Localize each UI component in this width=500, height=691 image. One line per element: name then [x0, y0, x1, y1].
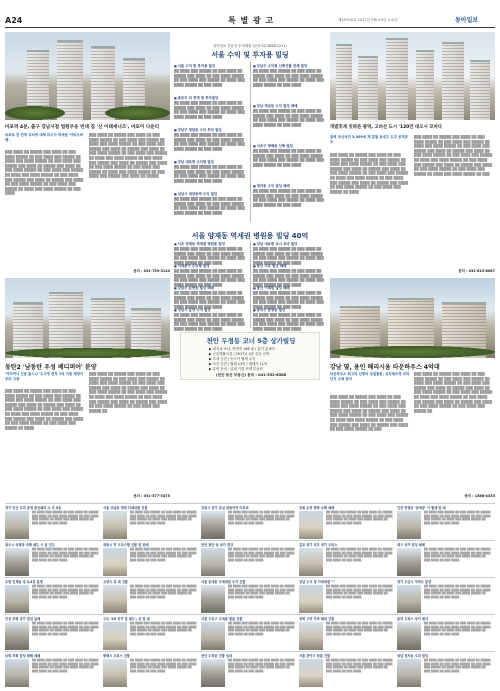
- listing-item: [253, 144, 327, 181]
- classified-body: ▒▒ ▒▒▒▒ ▒▒▒ ▒▒▒▒▒ ▒▒ ▒▒▒ ▒▒▒▒ ▒▒ ▒▒▒▒▒ ▒▒▒ ▒▒▒▒ ▒▒ ▒▒▒ ▒▒▒▒ ▒▒▒▒▒ ▒▒ ▒▒▒ ▒▒▒▒ ▒▒▒ ▒▒▒▒▒ ▒▒ ▒▒▒▒ ▒▒▒ ▒▒▒▒ ▒▒▒▒▒ ▒▒ ▒▒▒ ▒▒▒▒ ▒▒ ▒▒▒ ▒▒▒▒: [32, 548, 99, 562]
- listing-title: ■ 서초구 방배동 신축 빌딩: [253, 144, 327, 149]
- classified-body: ▒▒ ▒▒▒▒ ▒▒▒ ▒▒▒▒▒ ▒▒ ▒▒▒ ▒▒▒▒ ▒▒ ▒▒▒▒▒ ▒▒▒ ▒▒▒▒ ▒▒ ▒▒▒ ▒▒▒▒ ▒▒▒▒▒ ▒▒ ▒▒▒ ▒▒▒▒ ▒▒▒ ▒▒▒▒▒ ▒▒ ▒▒▒▒ ▒▒▒ ▒▒▒▒ ▒▒▒▒▒ ▒▒ ▒▒▒ ▒▒▒▒ ▒▒ ▒▒▒ ▒▒▒▒: [228, 548, 295, 562]
- story2-contact: 문의 : 031-377-3475: [133, 494, 170, 498]
- classified-title: 강릉시 상가 중심 대원지역 이외외: [201, 506, 249, 510]
- grid-rule: [5, 614, 495, 615]
- listing-body: ▒▒ ▒▒▒▒ ▒▒▒ ▒▒▒▒▒ ▒▒ ▒▒▒ ▒▒▒▒ ▒▒ ▒▒▒▒▒ ▒▒▒ ▒▒▒▒ ▒▒ ▒▒▒ ▒▒▒▒ ▒▒▒▒▒ ▒▒ ▒▒▒ ▒▒▒▒ ▒▒▒ ▒▒▒▒▒ ▒▒ ▒▒▒▒ ▒▒▒ ▒▒▒▒ ▒▒▒▒▒ ▒▒ ▒▒▒ ▒▒▒▒: [174, 197, 245, 215]
- classified-card: [299, 654, 394, 688]
- grid-rule: [5, 577, 495, 578]
- center-title-1: 서울 수익 및 투자용 빌딩: [211, 51, 289, 59]
- classified-photo: [5, 659, 29, 687]
- listing-item: [253, 184, 327, 221]
- story2-body-a: ▒▒▒ ▒▒▒▒ ▒▒ ▒▒▒▒▒ ▒▒▒ ▒▒▒▒ ▒▒ ▒▒▒ ▒▒▒▒ ▒▒▒▒▒ ▒▒ ▒▒▒ ▒▒▒▒ ▒▒▒ ▒▒▒▒▒ ▒▒ ▒▒▒▒ ▒▒▒ ▒▒▒▒ ▒▒▒▒▒ ▒▒ ▒▒▒ ▒▒▒▒ ▒▒▒ ▒▒▒▒▒ ▒▒▒ ▒▒▒▒ ▒▒ ▒▒▒▒▒ ▒▒▒ ▒▒▒▒ ▒▒ ▒▒▒ ▒▒▒▒ ▒▒▒▒▒ ▒▒ ▒▒▒ ▒▒▒▒ ▒▒▒ ▒▒▒▒▒ ▒▒ ▒▒▒▒ ▒▒▒ ▒▒▒▒ ▒▒▒▒▒ ▒▒ ▒▒▒ ▒▒▒▒ ▒▒▒ ▒▒▒▒▒ ▒▒▒ ▒▒▒▒ ▒▒ ▒▒▒▒▒ ▒▒▒ ▒▒▒▒ ▒▒ ▒▒▒ ▒▒▒▒ ▒▒▒▒▒ ▒▒ ▒▒▒ ▒▒▒▒ ▒▒▒ ▒▒▒▒▒ ▒▒ ▒▒▒▒: [5, 389, 84, 430]
- listing-item: [174, 308, 248, 331]
- classified-body: ▒▒ ▒▒▒▒ ▒▒▒ ▒▒▒▒▒ ▒▒ ▒▒▒ ▒▒▒▒ ▒▒ ▒▒▒▒▒ ▒▒▒ ▒▒▒▒ ▒▒ ▒▒▒ ▒▒▒▒ ▒▒▒▒▒ ▒▒ ▒▒▒ ▒▒▒▒ ▒▒▒ ▒▒▒▒▒ ▒▒ ▒▒▒▒ ▒▒▒ ▒▒▒▒ ▒▒▒▒▒ ▒▒ ▒▒▒ ▒▒▒▒ ▒▒ ▒▒▒ ▒▒▒▒: [130, 659, 197, 673]
- listing-item: [253, 286, 327, 309]
- classified-title: 경기 오산시 아파트 분양: [397, 580, 432, 584]
- listing-item: [174, 264, 248, 287]
- listing-item: [174, 160, 248, 189]
- classified-body: ▒▒ ▒▒▒▒ ▒▒▒ ▒▒▒▒▒ ▒▒ ▒▒▒ ▒▒▒▒ ▒▒ ▒▒▒▒▒ ▒▒▒ ▒▒▒▒ ▒▒ ▒▒▒ ▒▒▒▒ ▒▒▒▒▒ ▒▒ ▒▒▒ ▒▒▒▒ ▒▒▒ ▒▒▒▒▒ ▒▒ ▒▒▒▒ ▒▒▒ ▒▒▒▒ ▒▒▒▒▒ ▒▒ ▒▒▒ ▒▒▒▒ ▒▒ ▒▒▒ ▒▒▒▒: [130, 622, 197, 636]
- classified-photo: [397, 511, 421, 539]
- classified-body: ▒▒ ▒▒▒▒ ▒▒▒ ▒▒▒▒▒ ▒▒ ▒▒▒ ▒▒▒▒ ▒▒ ▒▒▒▒▒ ▒▒▒ ▒▒▒▒ ▒▒ ▒▒▒ ▒▒▒▒ ▒▒▒▒▒ ▒▒ ▒▒▒ ▒▒▒▒ ▒▒▒ ▒▒▒▒▒ ▒▒ ▒▒▒▒ ▒▒▒ ▒▒▒▒ ▒▒▒▒▒ ▒▒ ▒▒▒ ▒▒▒▒ ▒▒ ▒▒▒ ▒▒▒▒: [32, 622, 99, 636]
- classified-card: [201, 580, 296, 614]
- page-header: [0, 0, 500, 30]
- classified-photo: [397, 548, 421, 576]
- classified-card: [103, 506, 198, 540]
- classified-photo: [397, 659, 421, 687]
- listing-body: ▒▒ ▒▒▒▒ ▒▒▒ ▒▒▒▒▒ ▒▒ ▒▒▒ ▒▒▒▒ ▒▒ ▒▒▒▒▒ ▒▒▒ ▒▒▒▒ ▒▒ ▒▒▒ ▒▒▒▒ ▒▒▒▒▒ ▒▒ ▒▒▒ ▒▒▒▒ ▒▒▒ ▒▒▒▒▒ ▒▒ ▒▒▒▒ ▒▒▒ ▒▒▒▒ ▒▒▒▒▒ ▒▒ ▒▒▒ ▒▒▒▒: [253, 313, 324, 331]
- classified-body: ▒▒ ▒▒▒▒ ▒▒▒ ▒▒▒▒▒ ▒▒ ▒▒▒ ▒▒▒▒ ▒▒ ▒▒▒▒▒ ▒▒▒ ▒▒▒▒ ▒▒ ▒▒▒ ▒▒▒▒ ▒▒▒▒▒ ▒▒ ▒▒▒ ▒▒▒▒ ▒▒▒ ▒▒▒▒▒ ▒▒ ▒▒▒▒ ▒▒▒ ▒▒▒▒ ▒▒▒▒▒ ▒▒ ▒▒▒ ▒▒▒▒ ▒▒ ▒▒▒ ▒▒▒▒: [424, 585, 491, 599]
- story4-body-a: ▒▒▒ ▒▒▒▒ ▒▒ ▒▒▒▒▒ ▒▒▒ ▒▒▒▒ ▒▒ ▒▒▒ ▒▒▒▒ ▒▒▒▒▒ ▒▒ ▒▒▒ ▒▒▒▒ ▒▒▒ ▒▒▒▒▒ ▒▒ ▒▒▒▒ ▒▒▒ ▒▒▒▒ ▒▒▒▒▒ ▒▒ ▒▒▒ ▒▒▒▒ ▒▒▒ ▒▒▒▒▒ ▒▒▒ ▒▒▒▒ ▒▒ ▒▒▒▒▒ ▒▒▒ ▒▒▒▒ ▒▒ ▒▒▒ ▒▒▒▒ ▒▒▒▒▒ ▒▒ ▒▒▒ ▒▒▒▒ ▒▒▒ ▒▒▒▒▒ ▒▒ ▒▒▒▒ ▒▒▒ ▒▒▒▒ ▒▒▒▒▒ ▒▒ ▒▒▒ ▒▒▒▒ ▒▒▒ ▒▒▒▒▒ ▒▒▒ ▒▒▒▒ ▒▒ ▒▒▒▒▒ ▒▒▒ ▒▒▒▒ ▒▒ ▒▒▒ ▒▒▒▒ ▒▒▒▒▒ ▒▒ ▒▒▒: [330, 395, 409, 432]
- classified-title: 천안 광안 동 상가 빌딩: [201, 543, 234, 547]
- classified-photo: [201, 511, 225, 539]
- listing-title: ■ 강남구 수익형 신축건물 전체 빌딩: [253, 64, 327, 69]
- classified-photo: [103, 585, 127, 613]
- classified-card: [201, 506, 296, 540]
- classified-title: 보령 자회 빌딩 평택 매매: [5, 654, 41, 658]
- classified-photo: [299, 511, 323, 539]
- building-photo-3: [330, 32, 495, 120]
- classified-title: 서울 관악구 원룸 건물: [299, 654, 331, 658]
- building-photo-1: [5, 32, 170, 120]
- classified-photo: [299, 585, 323, 613]
- listing-item: [253, 308, 327, 331]
- listing-item: [174, 64, 248, 93]
- cheonan-ad-line: ▶ 대지 8 코너, 연면적 168 평 / 총기 총 8억: [209, 347, 275, 351]
- story1-headline: 마포역 4분, 출구 강남시점 법원부동 빈대 집 '신 이태세니즈', 마포이 다운티: [5, 125, 160, 130]
- listing-body: ▒▒ ▒▒▒▒ ▒▒▒ ▒▒▒▒▒ ▒▒ ▒▒▒ ▒▒▒▒ ▒▒ ▒▒▒▒▒ ▒▒▒ ▒▒▒▒ ▒▒ ▒▒▒ ▒▒▒▒ ▒▒▒▒▒ ▒▒ ▒▒▒ ▒▒▒▒ ▒▒▒ ▒▒▒▒▒ ▒▒ ▒▒▒▒ ▒▒▒ ▒▒▒▒ ▒▒▒▒▒ ▒▒ ▒▒▒ ▒▒▒▒: [174, 165, 245, 183]
- classified-card: [397, 506, 492, 540]
- listing-item: [174, 242, 248, 265]
- classified-photo: [201, 622, 225, 650]
- classified-card: [299, 543, 394, 577]
- center-title-2: 서울 양재동 역세권 병원용 빌딩 40억: [191, 232, 309, 240]
- listing-body: ▒▒ ▒▒▒▒ ▒▒▒ ▒▒▒▒▒ ▒▒ ▒▒▒ ▒▒▒▒ ▒▒ ▒▒▒▒▒ ▒▒▒ ▒▒▒▒ ▒▒ ▒▒▒ ▒▒▒▒ ▒▒▒▒▒ ▒▒ ▒▒▒ ▒▒▒▒ ▒▒▒ ▒▒▒▒▒ ▒▒ ▒▒▒▒ ▒▒▒ ▒▒▒▒ ▒▒▒▒▒ ▒▒ ▒▒▒ ▒▒▒▒: [253, 109, 324, 127]
- listing-body: ▒▒ ▒▒▒▒ ▒▒▒ ▒▒▒▒▒ ▒▒ ▒▒▒ ▒▒▒▒ ▒▒ ▒▒▒▒▒ ▒▒▒ ▒▒▒▒ ▒▒ ▒▒▒ ▒▒▒▒ ▒▒▒▒▒ ▒▒ ▒▒▒ ▒▒▒▒ ▒▒▒ ▒▒▒▒▒ ▒▒ ▒▒▒▒ ▒▒▒ ▒▒▒▒ ▒▒▒▒▒ ▒▒ ▒▒▒ ▒▒▒▒: [253, 269, 324, 287]
- classified-title: 분당 오피스 상가 매각: [397, 617, 429, 621]
- classified-card: [201, 654, 296, 688]
- classified-body: ▒▒ ▒▒▒▒ ▒▒▒ ▒▒▒▒▒ ▒▒ ▒▒▒ ▒▒▒▒ ▒▒ ▒▒▒▒▒ ▒▒▒ ▒▒▒▒ ▒▒ ▒▒▒ ▒▒▒▒ ▒▒▒▒▒ ▒▒ ▒▒▒ ▒▒▒▒ ▒▒▒ ▒▒▒▒▒ ▒▒ ▒▒▒▒ ▒▒▒ ▒▒▒▒ ▒▒▒▒▒ ▒▒ ▒▒▒ ▒▒▒▒ ▒▒ ▒▒▒ ▒▒▒▒: [130, 585, 197, 599]
- listing-item: [253, 242, 327, 265]
- classified-body: ▒▒ ▒▒▒▒ ▒▒▒ ▒▒▒▒▒ ▒▒ ▒▒▒ ▒▒▒▒ ▒▒ ▒▒▒▒▒ ▒▒▒ ▒▒▒▒ ▒▒ ▒▒▒ ▒▒▒▒ ▒▒▒▒▒ ▒▒ ▒▒▒ ▒▒▒▒ ▒▒▒ ▒▒▒▒▒ ▒▒ ▒▒▒▒ ▒▒▒ ▒▒▒▒ ▒▒▒▒▒ ▒▒ ▒▒▒ ▒▒▒▒ ▒▒ ▒▒▒ ▒▒▒▒: [32, 585, 99, 599]
- listing-body: ▒▒ ▒▒▒▒ ▒▒▒ ▒▒▒▒▒ ▒▒ ▒▒▒ ▒▒▒▒ ▒▒ ▒▒▒▒▒ ▒▒▒ ▒▒▒▒ ▒▒ ▒▒▒ ▒▒▒▒ ▒▒▒▒▒ ▒▒ ▒▒▒ ▒▒▒▒ ▒▒▒ ▒▒▒▒▒ ▒▒ ▒▒▒▒ ▒▒▒ ▒▒▒▒ ▒▒▒▒▒ ▒▒ ▒▒▒ ▒▒▒▒: [174, 269, 245, 287]
- classified-card: [299, 617, 394, 651]
- classified-card: [103, 654, 198, 688]
- story1-body-b: ▒▒▒ ▒▒▒▒ ▒▒ ▒▒▒▒▒ ▒▒▒ ▒▒▒▒ ▒▒ ▒▒▒ ▒▒▒▒ ▒▒▒▒▒ ▒▒ ▒▒▒ ▒▒▒▒ ▒▒▒ ▒▒▒▒▒ ▒▒ ▒▒▒▒ ▒▒▒ ▒▒▒▒ ▒▒▒▒▒ ▒▒ ▒▒▒ ▒▒▒▒ ▒▒▒ ▒▒▒▒▒ ▒▒▒ ▒▒▒▒ ▒▒ ▒▒▒▒▒ ▒▒▒ ▒▒▒▒ ▒▒ ▒▒▒ ▒▒▒▒ ▒▒▒▒▒ ▒▒ ▒▒▒ ▒▒▒▒ ▒▒▒ ▒▒▒▒▒ ▒▒ ▒▒▒▒ ▒▒▒ ▒▒▒▒ ▒▒▒▒▒ ▒▒ ▒▒▒ ▒▒▒▒ ▒▒▒ ▒▒▒▒▒ ▒▒▒ ▒▒▒▒ ▒▒ ▒▒▒▒▒ ▒▒▒ ▒▒▒▒ ▒▒ ▒▒▒ ▒▒▒▒ ▒▒▒▒▒ ▒▒ ▒▒▒ ▒▒▒▒ ▒▒▒ ▒▒▒▒▒ ▒▒ ▒▒▒▒ ▒▒▒ ▒▒▒▒ ▒▒▒▒▒ ▒▒ ▒▒▒ ▒▒▒▒ ▒▒▒ ▒▒▒▒▒ ▒▒▒ ▒▒▒▒ ▒▒ ▒▒▒▒▒: [89, 133, 168, 179]
- story4-subhead: 타운하우스 최고의 신랑파 상설통한, 위치형조정 피라 단지 소형 문의: [330, 372, 410, 381]
- page-number: A24: [5, 16, 23, 25]
- classified-card: [397, 617, 492, 651]
- story2-headline: 동탄2 '남동탄 우성 베디퍼어' 분양: [5, 364, 97, 371]
- classified-title: 서울 동대문 다세대원 주거 건물: [201, 580, 246, 584]
- newspaper-logo: 동아일보: [455, 17, 479, 24]
- classified-body: ▒▒ ▒▒▒▒ ▒▒▒ ▒▒▒▒▒ ▒▒ ▒▒▒ ▒▒▒▒ ▒▒ ▒▒▒▒▒ ▒▒▒ ▒▒▒▒ ▒▒ ▒▒▒ ▒▒▒▒ ▒▒▒▒▒ ▒▒ ▒▒▒ ▒▒▒▒ ▒▒▒ ▒▒▒▒▒ ▒▒ ▒▒▒▒ ▒▒▒ ▒▒▒▒ ▒▒▒▒▒ ▒▒ ▒▒▒ ▒▒▒▒ ▒▒ ▒▒▒ ▒▒▒▒: [228, 659, 295, 673]
- listing-title: ■ 성남시 분당 수익 빌딩: [174, 308, 248, 313]
- classified-photo: [103, 548, 127, 576]
- classified-title: 고양시 위 대 건물: [103, 580, 128, 584]
- story3-headline: 개발호재 잇따른 광역, 고려산 도시 '120만 대오시 꼬마다: [330, 125, 442, 130]
- header-rule: [5, 27, 495, 28]
- listing-item: [174, 192, 248, 221]
- center-divider-2: [250, 242, 251, 328]
- story4-headline: 강남 옆, 용인 해리시움 타운하우스 4억대: [330, 364, 440, 371]
- classified-title: 강원 순천 풍학 주택 매매: [299, 506, 335, 510]
- grid-rule: [5, 503, 495, 504]
- classified-body: ▒▒ ▒▒▒▒ ▒▒▒ ▒▒▒▒▒ ▒▒ ▒▒▒ ▒▒▒▒ ▒▒ ▒▒▒▒▒ ▒▒▒ ▒▒▒▒ ▒▒ ▒▒▒ ▒▒▒▒ ▒▒▒▒▒ ▒▒ ▒▒▒ ▒▒▒▒ ▒▒▒ ▒▒▒▒▒ ▒▒ ▒▒▒▒ ▒▒▒ ▒▒▒▒ ▒▒▒▒▒ ▒▒ ▒▒▒ ▒▒▒▒ ▒▒ ▒▒▒ ▒▒▒▒: [424, 659, 491, 673]
- listing-title: ■ 강남 역삼동 수익 빌딩 매매: [253, 104, 327, 109]
- classified-body: ▒▒ ▒▒▒▒ ▒▒▒ ▒▒▒▒▒ ▒▒ ▒▒▒ ▒▒▒▒ ▒▒ ▒▒▒▒▒ ▒▒▒ ▒▒▒▒ ▒▒ ▒▒▒ ▒▒▒▒ ▒▒▒▒▒ ▒▒ ▒▒▒ ▒▒▒▒ ▒▒▒ ▒▒▒▒▒ ▒▒ ▒▒▒▒ ▒▒▒ ▒▒▒▒ ▒▒▒▒▒ ▒▒ ▒▒▒ ▒▒▒▒ ▒▒ ▒▒▒ ▒▒▒▒: [130, 548, 197, 562]
- listing-body: ▒▒ ▒▒▒▒ ▒▒▒ ▒▒▒▒▒ ▒▒ ▒▒▒ ▒▒▒▒ ▒▒ ▒▒▒▒▒ ▒▒▒ ▒▒▒▒ ▒▒ ▒▒▒ ▒▒▒▒ ▒▒▒▒▒ ▒▒ ▒▒▒ ▒▒▒▒ ▒▒▒ ▒▒▒▒▒ ▒▒ ▒▒▒▒ ▒▒▒ ▒▒▒▒ ▒▒▒▒▒ ▒▒ ▒▒▒ ▒▒▒▒: [174, 69, 245, 87]
- classified-title: 인천 부평 상가 빌딩 급매: [5, 617, 41, 621]
- story2-subhead: '여러여나 신문 출시나 '도서경 전자 1억 지원 제정이 부의 고용': [5, 372, 84, 381]
- listing-body: ▒▒ ▒▒▒▒ ▒▒▒ ▒▒▒▒▒ ▒▒ ▒▒▒ ▒▒▒▒ ▒▒ ▒▒▒▒▒ ▒▒▒ ▒▒▒▒ ▒▒ ▒▒▒ ▒▒▒▒ ▒▒▒▒▒ ▒▒ ▒▒▒ ▒▒▒▒ ▒▒▒ ▒▒▒▒▒ ▒▒ ▒▒▒▒ ▒▒▒ ▒▒▒▒ ▒▒▒▒▒ ▒▒ ▒▒▒ ▒▒▒▒: [174, 313, 245, 331]
- classified-card: [5, 617, 100, 651]
- classified-card: [5, 543, 100, 577]
- story1-subhead: 마포로 전 전역 위치에 대체 피오사 역세권 '아파오버벤',: [5, 133, 84, 142]
- listing-title: ■ 강남구 논현동 빌딩 매매: [174, 286, 248, 291]
- listing-title: ■ 정자동 수익 빌딩 매매: [253, 184, 327, 189]
- classified-photo: [103, 622, 127, 650]
- classified-title: 서울 강남동 재재 다세대원 건물: [103, 506, 148, 510]
- center-banner: 동아일보 부동산 투자레볼 (문의 02-2658-1211): [213, 44, 287, 48]
- building-photo-2: [5, 278, 170, 358]
- classified-title: 구로 'XX 상가 빌 매도', 상 빌 매: [103, 617, 150, 621]
- listing-body: ▒▒ ▒▒▒▒ ▒▒▒ ▒▒▒▒▒ ▒▒ ▒▒▒ ▒▒▒▒ ▒▒ ▒▒▒▒▒ ▒▒▒ ▒▒▒▒ ▒▒ ▒▒▒ ▒▒▒▒ ▒▒▒▒▒ ▒▒ ▒▒▒ ▒▒▒▒ ▒▒▒ ▒▒▒▒▒ ▒▒ ▒▒▒▒ ▒▒▒ ▒▒▒▒ ▒▒▒▒▒ ▒▒ ▒▒▒ ▒▒▒▒: [253, 247, 324, 265]
- classified-photo: [5, 585, 29, 613]
- listing-title: ■ 서대문구 수익형 빌딩: [174, 264, 248, 269]
- classified-card: [5, 654, 100, 688]
- cheonan-ad-title: 천안 두정동 코너 5층 상가빌딩: [206, 337, 296, 345]
- classified-body: ▒▒ ▒▒▒▒ ▒▒▒ ▒▒▒▒▒ ▒▒ ▒▒▒ ▒▒▒▒ ▒▒ ▒▒▒▒▒ ▒▒▒ ▒▒▒▒ ▒▒ ▒▒▒ ▒▒▒▒ ▒▒▒▒▒ ▒▒ ▒▒▒ ▒▒▒▒ ▒▒▒ ▒▒▒▒▒ ▒▒ ▒▒▒▒ ▒▒▒ ▒▒▒▒ ▒▒▒▒▒ ▒▒ ▒▒▒ ▒▒▒▒ ▒▒ ▒▒▒ ▒▒▒▒: [228, 511, 295, 525]
- classified-body: ▒▒ ▒▒▒▒ ▒▒▒ ▒▒▒▒▒ ▒▒ ▒▒▒ ▒▒▒▒ ▒▒ ▒▒▒▒▒ ▒▒▒ ▒▒▒▒ ▒▒ ▒▒▒ ▒▒▒▒ ▒▒▒▒▒ ▒▒ ▒▒▒ ▒▒▒▒ ▒▒▒ ▒▒▒▒▒ ▒▒ ▒▒▒▒ ▒▒▒ ▒▒▒▒ ▒▒▒▒▒ ▒▒ ▒▒▒ ▒▒▒▒ ▒▒ ▒▒▒ ▒▒▒▒: [32, 659, 99, 673]
- listing-title: ■ 서울 수익 및 투자용 빌딩: [174, 64, 248, 69]
- classified-body: ▒▒ ▒▒▒▒ ▒▒▒ ▒▒▒▒▒ ▒▒ ▒▒▒ ▒▒▒▒ ▒▒ ▒▒▒▒▒ ▒▒▒ ▒▒▒▒ ▒▒ ▒▒▒ ▒▒▒▒ ▒▒▒▒▒ ▒▒ ▒▒▒ ▒▒▒▒ ▒▒▒ ▒▒▒▒▒ ▒▒ ▒▒▒▒ ▒▒▒ ▒▒▒▒ ▒▒▒▒▒ ▒▒ ▒▒▒ ▒▒▒▒ ▒▒ ▒▒▒ ▒▒▒▒: [32, 511, 99, 525]
- listing-body: ▒▒ ▒▒▒▒ ▒▒▒ ▒▒▒▒▒ ▒▒ ▒▒▒ ▒▒▒▒ ▒▒ ▒▒▒▒▒ ▒▒▒ ▒▒▒▒ ▒▒ ▒▒▒ ▒▒▒▒ ▒▒▒▒▒ ▒▒ ▒▒▒ ▒▒▒▒ ▒▒▒ ▒▒▒▒▒ ▒▒ ▒▒▒▒ ▒▒▒ ▒▒▒▒ ▒▒▒▒▒ ▒▒ ▒▒▒ ▒▒▒▒: [253, 69, 324, 87]
- classified-photo: [5, 622, 29, 650]
- listing-title: ■ 동산 서초 빌딩 매매: [253, 264, 327, 269]
- classified-title: 경기 안산 우미 공세 완산복지 소 리 5층: [5, 506, 62, 510]
- classified-photo: [201, 548, 225, 576]
- story3-body-a: ▒▒▒ ▒▒▒▒ ▒▒ ▒▒▒▒▒ ▒▒▒ ▒▒▒▒ ▒▒ ▒▒▒ ▒▒▒▒ ▒▒▒▒▒ ▒▒ ▒▒▒ ▒▒▒▒ ▒▒▒ ▒▒▒▒▒ ▒▒ ▒▒▒▒ ▒▒▒ ▒▒▒▒ ▒▒▒▒▒ ▒▒ ▒▒▒ ▒▒▒▒ ▒▒▒ ▒▒▒▒▒ ▒▒▒ ▒▒▒▒ ▒▒ ▒▒▒▒▒ ▒▒▒ ▒▒▒▒ ▒▒ ▒▒▒ ▒▒▒▒ ▒▒▒▒▒ ▒▒ ▒▒▒ ▒▒▒▒ ▒▒▒ ▒▒▒▒▒ ▒▒ ▒▒▒▒ ▒▒▒ ▒▒▒▒ ▒▒▒▒▒ ▒▒ ▒▒▒ ▒▒▒▒ ▒▒▒ ▒▒▒▒▒ ▒▒▒ ▒▒▒▒ ▒▒ ▒▒▒▒▒ ▒▒▒ ▒▒▒▒ ▒▒ ▒▒▒ ▒▒▒▒ ▒▒▒▒▒ ▒▒ ▒▒▒ ▒▒▒▒ ▒▒▒ ▒▒▒▒▒ ▒▒ ▒▒▒▒: [330, 153, 409, 194]
- story3-body-b: ▒▒▒ ▒▒▒▒ ▒▒ ▒▒▒▒▒ ▒▒▒ ▒▒▒▒ ▒▒ ▒▒▒ ▒▒▒▒ ▒▒▒▒▒ ▒▒ ▒▒▒ ▒▒▒▒ ▒▒▒ ▒▒▒▒▒ ▒▒ ▒▒▒▒ ▒▒▒ ▒▒▒▒ ▒▒▒▒▒ ▒▒ ▒▒▒ ▒▒▒▒ ▒▒▒ ▒▒▒▒▒ ▒▒▒ ▒▒▒▒ ▒▒ ▒▒▒▒▒ ▒▒▒ ▒▒▒▒ ▒▒ ▒▒▒ ▒▒▒▒ ▒▒▒▒▒ ▒▒ ▒▒▒ ▒▒▒▒ ▒▒▒ ▒▒▒▒▒ ▒▒ ▒▒▒▒ ▒▒▒ ▒▒▒▒ ▒▒▒▒▒ ▒▒ ▒▒▒ ▒▒▒▒ ▒▒▒ ▒▒▒▒▒ ▒▒▒ ▒▒▒▒ ▒▒ ▒▒▒▒▒ ▒▒▒ ▒▒▒▒ ▒▒ ▒▒▒ ▒▒▒▒ ▒▒▒▒▒ ▒▒ ▒▒▒ ▒▒▒▒ ▒▒▒ ▒▒▒▒▒ ▒▒ ▒▒▒▒ ▒▒▒ ▒▒▒▒ ▒▒▒▒▒ ▒▒ ▒▒▒: [414, 135, 493, 176]
- listing-title: ■ 용산 이태원 빌딩 매매: [253, 286, 327, 291]
- listing-item: [253, 64, 327, 101]
- classified-body: ▒▒ ▒▒▒▒ ▒▒▒ ▒▒▒▒▒ ▒▒ ▒▒▒ ▒▒▒▒ ▒▒ ▒▒▒▒▒ ▒▒▒ ▒▒▒▒ ▒▒ ▒▒▒ ▒▒▒▒ ▒▒▒▒▒ ▒▒ ▒▒▒ ▒▒▒▒ ▒▒▒ ▒▒▒▒▒ ▒▒ ▒▒▒▒ ▒▒▒ ▒▒▒▒ ▒▒▒▒▒ ▒▒ ▒▒▒ ▒▒▒▒ ▒▒ ▒▒▒ ▒▒▒▒: [424, 511, 491, 525]
- listing-title: ■ 강남구 청담동 수익 투자 빌딩: [174, 128, 248, 133]
- building-photo-4: [330, 278, 495, 358]
- classified-title: 강남 도서 청 다세대원 '''': [299, 580, 336, 584]
- cheonan-ad-line: ▶ 근린생활시설 / 2017년 4층 중공 신축: [209, 352, 270, 356]
- classified-photo: [201, 659, 225, 687]
- classified-body: ▒▒ ▒▒▒▒ ▒▒▒ ▒▒▒▒▒ ▒▒ ▒▒▒ ▒▒▒▒ ▒▒ ▒▒▒▒▒ ▒▒▒ ▒▒▒▒ ▒▒ ▒▒▒ ▒▒▒▒ ▒▒▒▒▒ ▒▒ ▒▒▒ ▒▒▒▒ ▒▒▒ ▒▒▒▒▒ ▒▒ ▒▒▒▒ ▒▒▒ ▒▒▒▒ ▒▒▒▒▒ ▒▒ ▒▒▒ ▒▒▒▒ ▒▒ ▒▒▒ ▒▒▒▒: [326, 548, 393, 562]
- classified-title: 수원 인계동 장 3,4층 분양: [5, 580, 43, 584]
- classified-photo: [201, 585, 225, 613]
- listing-title: ■ 종로구 외 전액 및 투자빌딩: [174, 96, 248, 101]
- story1-contact: 문의 : 031-753-3124: [133, 269, 170, 273]
- classified-title: 세종시 역 오피스텔 건물 및 판매: [103, 543, 149, 547]
- listing-item: [253, 104, 327, 141]
- listing-body: ▒▒ ▒▒▒▒ ▒▒▒ ▒▒▒▒▒ ▒▒ ▒▒▒ ▒▒▒▒ ▒▒ ▒▒▒▒▒ ▒▒▒ ▒▒▒▒ ▒▒ ▒▒▒ ▒▒▒▒ ▒▒▒▒▒ ▒▒ ▒▒▒ ▒▒▒▒ ▒▒▒ ▒▒▒▒▒ ▒▒ ▒▒▒▒ ▒▒▒ ▒▒▒▒ ▒▒▒▒▒ ▒▒ ▒▒▒ ▒▒▒▒: [174, 133, 245, 151]
- story2-body-b: ▒▒▒ ▒▒▒▒ ▒▒ ▒▒▒▒▒ ▒▒▒ ▒▒▒▒ ▒▒ ▒▒▒ ▒▒▒▒ ▒▒▒▒▒ ▒▒ ▒▒▒ ▒▒▒▒ ▒▒▒ ▒▒▒▒▒ ▒▒ ▒▒▒▒ ▒▒▒ ▒▒▒▒ ▒▒▒▒▒ ▒▒ ▒▒▒ ▒▒▒▒ ▒▒▒ ▒▒▒▒▒ ▒▒▒ ▒▒▒▒ ▒▒ ▒▒▒▒▒ ▒▒▒ ▒▒▒▒ ▒▒ ▒▒▒ ▒▒▒▒ ▒▒▒▒▒ ▒▒ ▒▒▒ ▒▒▒▒ ▒▒▒ ▒▒▒▒▒ ▒▒ ▒▒▒▒ ▒▒▒ ▒▒▒▒ ▒▒▒▒▒ ▒▒ ▒▒▒ ▒▒▒▒ ▒▒▒ ▒▒▒▒▒ ▒▒▒ ▒▒▒▒ ▒▒ ▒▒▒▒▒ ▒▒▒ ▒▒▒▒ ▒▒ ▒▒▒ ▒▒▒▒ ▒▒▒▒▒ ▒▒ ▒▒▒ ▒▒▒▒ ▒▒▒ ▒▒▒▒▒ ▒▒: [89, 372, 168, 413]
- center-divider-1: [250, 62, 251, 222]
- classified-title: 평택시 오피스 건물: [103, 654, 130, 658]
- listing-item: [174, 286, 248, 309]
- story4-body-b: ▒▒▒ ▒▒▒▒ ▒▒ ▒▒▒▒▒ ▒▒▒ ▒▒▒▒ ▒▒ ▒▒▒ ▒▒▒▒ ▒▒▒▒▒ ▒▒ ▒▒▒ ▒▒▒▒ ▒▒▒ ▒▒▒▒▒ ▒▒ ▒▒▒▒ ▒▒▒ ▒▒▒▒ ▒▒▒▒▒ ▒▒ ▒▒▒ ▒▒▒▒ ▒▒▒ ▒▒▒▒▒ ▒▒▒ ▒▒▒▒ ▒▒ ▒▒▒▒▒ ▒▒▒ ▒▒▒▒ ▒▒ ▒▒▒ ▒▒▒▒ ▒▒▒▒▒ ▒▒ ▒▒▒ ▒▒▒▒ ▒▒▒ ▒▒▒▒▒ ▒▒ ▒▒▒▒ ▒▒▒ ▒▒▒▒ ▒▒▒▒▒ ▒▒ ▒▒▒ ▒▒▒▒ ▒▒▒ ▒▒▒▒▒ ▒▒▒ ▒▒▒▒ ▒▒ ▒▒▒▒▒ ▒▒▒ ▒▒▒▒ ▒▒ ▒▒▒ ▒▒▒▒ ▒▒▒▒▒ ▒▒ ▒▒▒ ▒▒▒▒ ▒▒▒ ▒▒▒▒▒ ▒▒: [414, 372, 493, 413]
- classified-card: [299, 506, 394, 540]
- cheonan-ad-line: ▶ 보증 공간 / 월세 13억 / 매매가 11억: [209, 362, 268, 366]
- listing-title: ■ 송파구 문정동 빌딩: [253, 308, 327, 313]
- listing-body: ▒▒ ▒▒▒▒ ▒▒▒ ▒▒▒▒▒ ▒▒ ▒▒▒ ▒▒▒▒ ▒▒ ▒▒▒▒▒ ▒▒▒ ▒▒▒▒ ▒▒ ▒▒▒ ▒▒▒▒ ▒▒▒▒▒ ▒▒ ▒▒▒ ▒▒▒▒ ▒▒▒ ▒▒▒▒▒ ▒▒ ▒▒▒▒ ▒▒▒ ▒▒▒▒ ▒▒▒▒▒ ▒▒ ▒▒▒ ▒▒▒▒: [174, 247, 245, 265]
- classified-body: ▒▒ ▒▒▒▒ ▒▒▒ ▒▒▒▒▒ ▒▒ ▒▒▒ ▒▒▒▒ ▒▒ ▒▒▒▒▒ ▒▒▒ ▒▒▒▒ ▒▒ ▒▒▒ ▒▒▒▒ ▒▒▒▒▒ ▒▒ ▒▒▒ ▒▒▒▒ ▒▒▒ ▒▒▒▒▒ ▒▒ ▒▒▒▒ ▒▒▒ ▒▒▒▒ ▒▒▒▒▒ ▒▒ ▒▒▒ ▒▒▒▒ ▒▒ ▒▒▒ ▒▒▒▒: [326, 511, 393, 525]
- grid-rule: [5, 540, 495, 541]
- classified-card: [5, 580, 100, 614]
- classified-body: ▒▒ ▒▒▒▒ ▒▒▒ ▒▒▒▒▒ ▒▒ ▒▒▒ ▒▒▒▒ ▒▒ ▒▒▒▒▒ ▒▒▒ ▒▒▒▒ ▒▒ ▒▒▒ ▒▒▒▒ ▒▒▒▒▒ ▒▒ ▒▒▒ ▒▒▒▒ ▒▒▒ ▒▒▒▒▒ ▒▒ ▒▒▒▒ ▒▒▒ ▒▒▒▒ ▒▒▒▒▒ ▒▒ ▒▒▒ ▒▒▒▒ ▒▒ ▒▒▒ ▒▒▒▒: [424, 622, 491, 636]
- story1-body-a: ▒▒▒ ▒▒▒▒ ▒▒ ▒▒▒▒▒ ▒▒▒ ▒▒▒▒ ▒▒ ▒▒▒ ▒▒▒▒ ▒▒▒▒▒ ▒▒ ▒▒▒ ▒▒▒▒ ▒▒▒ ▒▒▒▒▒ ▒▒ ▒▒▒▒ ▒▒▒ ▒▒▒▒ ▒▒▒▒▒ ▒▒ ▒▒▒ ▒▒▒▒ ▒▒▒ ▒▒▒▒▒ ▒▒▒ ▒▒▒▒ ▒▒ ▒▒▒▒▒ ▒▒▒ ▒▒▒▒ ▒▒ ▒▒▒ ▒▒▒▒ ▒▒▒▒▒ ▒▒ ▒▒▒ ▒▒▒▒ ▒▒▒ ▒▒▒▒▒ ▒▒ ▒▒▒▒ ▒▒▒ ▒▒▒▒ ▒▒▒▒▒ ▒▒ ▒▒▒ ▒▒▒▒ ▒▒▒ ▒▒▒▒▒ ▒▒▒ ▒▒▒▒ ▒▒ ▒▒▒▒▒ ▒▒▒ ▒▒▒▒ ▒▒ ▒▒▒ ▒▒▒▒ ▒▒▒▒▒ ▒▒ ▒▒▒ ▒▒▒▒ ▒▒▒ ▒▒▒▒▒ ▒▒ ▒▒▒▒ ▒▒▒ ▒▒▒▒ ▒▒▒▒▒ ▒▒ ▒▒▒ ▒▒▒▒: [5, 150, 84, 196]
- classified-body: ▒▒ ▒▒▒▒ ▒▒▒ ▒▒▒▒▒ ▒▒ ▒▒▒ ▒▒▒▒ ▒▒ ▒▒▒▒▒ ▒▒▒ ▒▒▒▒ ▒▒ ▒▒▒ ▒▒▒▒ ▒▒▒▒▒ ▒▒ ▒▒▒ ▒▒▒▒ ▒▒▒ ▒▒▒▒▒ ▒▒ ▒▒▒▒ ▒▒▒ ▒▒▒▒ ▒▒▒▒▒ ▒▒ ▒▒▒ ▒▒▒▒ ▒▒ ▒▒▒ ▒▒▒▒: [326, 659, 393, 673]
- story4-contact: 문의 : 1588-4333: [464, 494, 495, 498]
- classified-card: [201, 617, 296, 651]
- listing-body: ▒▒ ▒▒▒▒ ▒▒▒ ▒▒▒▒▒ ▒▒ ▒▒▒ ▒▒▒▒ ▒▒ ▒▒▒▒▒ ▒▒▒ ▒▒▒▒ ▒▒ ▒▒▒ ▒▒▒▒ ▒▒▒▒▒ ▒▒ ▒▒▒ ▒▒▒▒ ▒▒▒ ▒▒▒▒▒ ▒▒ ▒▒▒▒ ▒▒▒ ▒▒▒▒ ▒▒▒▒▒ ▒▒ ▒▒▒ ▒▒▒▒: [253, 291, 324, 309]
- cheonan-building-ad: [180, 332, 320, 380]
- story3-contact: 문의 : 031-615-8087: [458, 269, 495, 273]
- classified-card: [103, 543, 198, 577]
- classified-title: 대구 상가 빌딩 매매: [397, 543, 425, 547]
- classified-photo: [103, 511, 127, 539]
- story3-subhead: 광역 초난성전 3,300세 제 분할 동대고 도강 공격공모: [330, 135, 408, 144]
- classified-title: 김포 장기 리모 정가 오피스: [299, 543, 338, 547]
- classified-title: 서울 구로구 고척동 원룸 건물: [201, 617, 243, 621]
- classified-card: [397, 580, 492, 614]
- listing-title: ■ 강남 대로변 코너 꼬마 빌딩: [253, 242, 327, 247]
- classified-card: [103, 580, 198, 614]
- classified-body: ▒▒ ▒▒▒▒ ▒▒▒ ▒▒▒▒▒ ▒▒ ▒▒▒ ▒▒▒▒ ▒▒ ▒▒▒▒▒ ▒▒▒ ▒▒▒▒ ▒▒ ▒▒▒ ▒▒▒▒ ▒▒▒▒▒ ▒▒ ▒▒▒ ▒▒▒▒ ▒▒▒ ▒▒▒▒▒ ▒▒ ▒▒▒▒ ▒▒▒ ▒▒▒▒ ▒▒▒▒▒ ▒▒ ▒▒▒ ▒▒▒▒ ▒▒ ▒▒▒ ▒▒▒▒: [326, 585, 393, 599]
- classified-card: [397, 543, 492, 577]
- cheonan-ad-phone: (천안 동산 부동산) 문의 : 041-552-8588: [215, 373, 287, 377]
- classified-title: 광주시 국제정 숙박 매도 시 급 인도: [5, 543, 55, 547]
- classified-card: [299, 580, 394, 614]
- section-title: 특 별 광 고: [228, 16, 275, 25]
- listing-item: [174, 96, 248, 125]
- classified-title: 성남 정자동 오피 빌딩: [397, 654, 429, 658]
- classified-title: 천안 두정동 건물 임대: [201, 654, 233, 658]
- listing-item: [174, 128, 248, 157]
- classified-photo: [5, 548, 29, 576]
- listing-title: ■ 서초 양재동 역세권 병원용 빌딩: [174, 242, 248, 247]
- listing-title: ■ 성남시 대장동역 수익 빌딩: [174, 192, 248, 197]
- classified-body: ▒▒ ▒▒▒▒ ▒▒▒ ▒▒▒▒▒ ▒▒ ▒▒▒ ▒▒▒▒ ▒▒ ▒▒▒▒▒ ▒▒▒ ▒▒▒▒ ▒▒ ▒▒▒ ▒▒▒▒ ▒▒▒▒▒ ▒▒ ▒▒▒ ▒▒▒▒ ▒▒▒ ▒▒▒▒▒ ▒▒ ▒▒▒▒ ▒▒▒ ▒▒▒▒ ▒▒▒▒▒ ▒▒ ▒▒▒ ▒▒▒▒ ▒▒ ▒▒▒ ▒▒▒▒: [228, 585, 295, 599]
- classified-body: ▒▒ ▒▒▒▒ ▒▒▒ ▒▒▒▒▒ ▒▒ ▒▒▒ ▒▒▒▒ ▒▒ ▒▒▒▒▒ ▒▒▒ ▒▒▒▒ ▒▒ ▒▒▒ ▒▒▒▒ ▒▒▒▒▒ ▒▒ ▒▒▒ ▒▒▒▒ ▒▒▒ ▒▒▒▒▒ ▒▒ ▒▒▒▒ ▒▒▒ ▒▒▒▒ ▒▒▒▒▒ ▒▒ ▒▒▒ ▒▒▒▒ ▒▒ ▒▒▒ ▒▒▒▒: [326, 622, 393, 636]
- classified-title: 경북 구미 아파 해외 건물: [299, 617, 335, 621]
- listing-body: ▒▒ ▒▒▒▒ ▒▒▒ ▒▒▒▒▒ ▒▒ ▒▒▒ ▒▒▒▒ ▒▒ ▒▒▒▒▒ ▒▒▒ ▒▒▒▒ ▒▒ ▒▒▒ ▒▒▒▒ ▒▒▒▒▒ ▒▒ ▒▒▒ ▒▒▒▒ ▒▒▒ ▒▒▒▒▒ ▒▒ ▒▒▒▒ ▒▒▒ ▒▒▒▒ ▒▒▒▒▒ ▒▒ ▒▒▒ ▒▒▒▒: [253, 189, 324, 207]
- classified-photo: [103, 659, 127, 687]
- classified-photo: [5, 511, 29, 539]
- classified-card: [103, 617, 198, 651]
- cheonan-ad-line: ▶ 분양 문의 : 업체 기업 전략 부동산: [209, 367, 263, 371]
- grid-rule: [5, 651, 495, 652]
- issue-date: 제29700호 2017년 9월 23일 토요일: [338, 18, 398, 22]
- classified-card: [397, 654, 492, 688]
- classified-body: ▒▒ ▒▒▒▒ ▒▒▒ ▒▒▒▒▒ ▒▒ ▒▒▒ ▒▒▒▒ ▒▒ ▒▒▒▒▒ ▒▒▒ ▒▒▒▒ ▒▒ ▒▒▒ ▒▒▒▒ ▒▒▒▒▒ ▒▒ ▒▒▒ ▒▒▒▒ ▒▒▒ ▒▒▒▒▒ ▒▒ ▒▒▒▒ ▒▒▒ ▒▒▒▒ ▒▒▒▒▒ ▒▒ ▒▒▒ ▒▒▒▒ ▒▒ ▒▒▒ ▒▒▒▒: [130, 511, 197, 525]
- listing-body: ▒▒ ▒▒▒▒ ▒▒▒ ▒▒▒▒▒ ▒▒ ▒▒▒ ▒▒▒▒ ▒▒ ▒▒▒▒▒ ▒▒▒ ▒▒▒▒ ▒▒ ▒▒▒ ▒▒▒▒ ▒▒▒▒▒ ▒▒ ▒▒▒ ▒▒▒▒ ▒▒▒ ▒▒▒▒▒ ▒▒ ▒▒▒▒ ▒▒▒ ▒▒▒▒ ▒▒▒▒▒ ▒▒ ▒▒▒ ▒▒▒▒: [174, 291, 245, 309]
- classified-card: [5, 506, 100, 540]
- classified-photo: [299, 622, 323, 650]
- classified-photo: [299, 659, 323, 687]
- classified-photo: [397, 622, 421, 650]
- listing-body: ▒▒ ▒▒▒▒ ▒▒▒ ▒▒▒▒▒ ▒▒ ▒▒▒ ▒▒▒▒ ▒▒ ▒▒▒▒▒ ▒▒▒ ▒▒▒▒ ▒▒ ▒▒▒ ▒▒▒▒ ▒▒▒▒▒ ▒▒ ▒▒▒ ▒▒▒▒ ▒▒▒ ▒▒▒▒▒ ▒▒ ▒▒▒▒ ▒▒▒ ▒▒▒▒ ▒▒▒▒▒ ▒▒ ▒▒▒ ▒▒▒▒: [174, 101, 245, 119]
- classified-card: [201, 543, 296, 577]
- classified-photo: [397, 585, 421, 613]
- classified-body: ▒▒ ▒▒▒▒ ▒▒▒ ▒▒▒▒▒ ▒▒ ▒▒▒ ▒▒▒▒ ▒▒ ▒▒▒▒▒ ▒▒▒ ▒▒▒▒ ▒▒ ▒▒▒ ▒▒▒▒ ▒▒▒▒▒ ▒▒ ▒▒▒ ▒▒▒▒ ▒▒▒ ▒▒▒▒▒ ▒▒ ▒▒▒▒ ▒▒▒ ▒▒▒▒ ▒▒▒▒▒ ▒▒ ▒▒▒ ▒▒▒▒ ▒▒ ▒▒▒ ▒▒▒▒: [424, 548, 491, 562]
- cheonan-ad-line: ▶ 부대 공간 / 동시가 월세 수익: [209, 357, 256, 361]
- listing-title: ■ 강남 대로변 수익형 빌딩: [174, 160, 248, 165]
- classified-body: ▒▒ ▒▒▒▒ ▒▒▒ ▒▒▒▒▒ ▒▒ ▒▒▒ ▒▒▒▒ ▒▒ ▒▒▒▒▒ ▒▒▒ ▒▒▒▒ ▒▒ ▒▒▒ ▒▒▒▒ ▒▒▒▒▒ ▒▒ ▒▒▒ ▒▒▒▒ ▒▒▒ ▒▒▒▒▒ ▒▒ ▒▒▒▒ ▒▒▒ ▒▒▒▒ ▒▒▒▒▒ ▒▒ ▒▒▒ ▒▒▒▒ ▒▒ ▒▒▒ ▒▒▒▒: [228, 622, 295, 636]
- classified-title: 인천 연결동 '동예장' 이 월세 및 매: [397, 506, 446, 510]
- listing-body: ▒▒ ▒▒▒▒ ▒▒▒ ▒▒▒▒▒ ▒▒ ▒▒▒ ▒▒▒▒ ▒▒ ▒▒▒▒▒ ▒▒▒ ▒▒▒▒ ▒▒ ▒▒▒ ▒▒▒▒ ▒▒▒▒▒ ▒▒ ▒▒▒ ▒▒▒▒ ▒▒▒ ▒▒▒▒▒ ▒▒ ▒▒▒▒ ▒▒▒ ▒▒▒▒ ▒▒▒▒▒ ▒▒ ▒▒▒ ▒▒▒▒: [253, 149, 324, 167]
- listing-item: [253, 264, 327, 287]
- classified-photo: [299, 548, 323, 576]
